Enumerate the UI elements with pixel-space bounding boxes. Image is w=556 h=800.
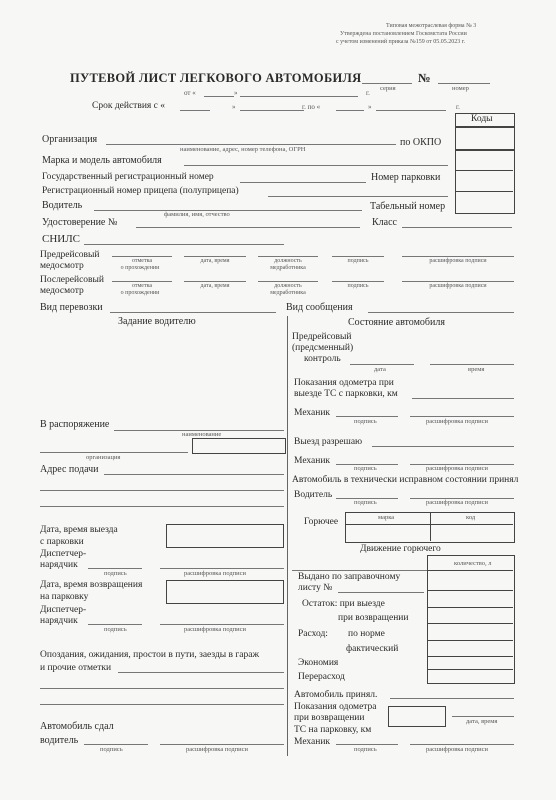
validity-from-month[interactable] (240, 110, 304, 111)
mechanic3-decode-hint: расшифровка подписи (426, 746, 489, 753)
delays-label-2: и прочие отметки (40, 663, 112, 673)
pre-med-datetime-hint: дата, время (200, 258, 230, 264)
odo-back-box[interactable] (388, 706, 446, 727)
series-field[interactable] (362, 83, 412, 84)
disposal-code-box[interactable] (192, 438, 286, 454)
validity-year-suffix: г. (456, 103, 460, 111)
fuel-table-header-line (345, 524, 513, 525)
fuel-label: Горючее (304, 517, 339, 527)
odo-back-label-2: при возвращении (294, 713, 365, 723)
post-med-sign[interactable] (332, 281, 384, 282)
code-divider-1 (455, 170, 513, 171)
dispatcher2-decode-hint: расшифровка подписи (184, 626, 247, 633)
post-med-sign-hint: подпись (347, 283, 369, 289)
issued-label-1: Выдано по заправочному (298, 572, 401, 582)
from-year-suffix: г. (366, 89, 370, 97)
dispatcher-sign-hint: подпись (104, 570, 127, 577)
form-amendment-line: с учетом изменений приказа №159 от 05.05.2023 г. (336, 39, 466, 45)
qty-row-line-3 (427, 607, 513, 608)
class-label: Класс (372, 217, 397, 228)
mechanic-label-3: Механик (294, 737, 331, 747)
exit-allowed-label: Выезд разрешаю (294, 437, 363, 447)
qty-row-line-2 (427, 590, 513, 591)
pre-med-label-1: Предрейсовый (40, 250, 100, 260)
series-label: серия (380, 85, 396, 92)
dispatcher-label-1: Диспетчер- (40, 549, 87, 559)
transport-type-label: Вид перевозки (40, 302, 103, 313)
rest-out-label: Остаток: при выезде (302, 599, 385, 609)
make-model-field[interactable] (184, 165, 448, 166)
qty-row-line-4 (427, 623, 513, 624)
mechanic1-decode-hint: расшифровка подписи (426, 418, 489, 425)
pre-med-position[interactable] (258, 256, 318, 257)
pre-med-mark[interactable] (112, 256, 172, 257)
mechanic1-decode[interactable] (410, 416, 514, 417)
accepted-ok-label: Автомобиль в технически исправном состоянии принял (292, 475, 519, 485)
pre-med-mark-hint-2: о прохождении (120, 265, 160, 271)
post-med-label-1: Послерейсовый (40, 275, 104, 285)
pre-med-position-hint: должность (274, 258, 302, 264)
post-med-label-2: медосмотр (40, 286, 84, 296)
mechanic2-decode-hint: расшифровка подписи (426, 465, 489, 472)
from-day-field[interactable] (204, 96, 234, 97)
post-med-mark-hint-2: о прохождении (120, 290, 160, 296)
mechanic1-sign[interactable] (336, 416, 398, 417)
pre-med-decode[interactable] (402, 256, 514, 257)
trailer-reg-field[interactable] (268, 196, 448, 197)
address-field-2[interactable] (40, 490, 284, 491)
overuse-label: Перерасход (298, 672, 345, 682)
handed-sign-hint: подпись (100, 746, 123, 753)
consumption-label: Расход: (298, 629, 328, 639)
dispatcher-label-2: нарядчик (40, 560, 78, 570)
delays-field-2[interactable] (40, 688, 284, 689)
pretrip-label-1: Предрейсовый (292, 332, 352, 342)
mechanic2-sign-hint: подпись (354, 465, 377, 472)
codes-label: Коды (471, 114, 493, 124)
from-label: от « (184, 89, 196, 97)
pre-med-sign-hint: подпись (347, 258, 369, 264)
validity-to-day[interactable] (336, 110, 364, 111)
state-reg-field[interactable] (240, 182, 366, 183)
by-norm-label: по норме (348, 629, 385, 639)
handed-driver-sign[interactable] (84, 744, 148, 745)
trailer-reg-label: Регистрационный номер прицепа (полуприцепа) (42, 186, 239, 196)
odo-back-datetime-field[interactable] (452, 716, 514, 717)
odo-out-field[interactable] (412, 398, 514, 399)
return-datetime-label-2: на парковку (40, 592, 89, 602)
mechanic3-sign-hint: подпись (354, 746, 377, 753)
odo-out-label-1: Показания одометра при (294, 378, 394, 388)
dispatcher2-sign-field[interactable] (88, 624, 142, 625)
fuel-left-top-line (292, 570, 427, 571)
class-field[interactable] (402, 227, 512, 228)
okpo-label: по ОКПО (400, 137, 442, 148)
actual-label: фактический (346, 644, 399, 654)
from-month-field[interactable] (240, 96, 358, 97)
delays-label-1: Опоздания, ожидания, простои в пути, заезды в гараж (40, 650, 260, 660)
handed-decode-hint: расшифровка подписи (186, 746, 249, 753)
column-divider (287, 316, 288, 756)
validity-to-month[interactable] (376, 110, 446, 111)
disposal-name-hint: наименование (182, 431, 222, 438)
license-label: Удостоверение № (42, 217, 118, 228)
depart-datetime-label-2: с парковки (40, 537, 84, 547)
disposal-org-hint: организация (86, 454, 121, 461)
disposal-field-2[interactable] (40, 452, 188, 453)
form-approval-line: Утверждена постановлением Госкомстата России (340, 31, 467, 37)
dispatcher-decode-hint: расшифровка подписи (184, 570, 247, 577)
fuel-brand-hint: марка (378, 514, 395, 521)
park-number-label: Номер парковки (371, 172, 441, 183)
organization-hint: наименование, адрес, номер телефона, ОГРН (180, 146, 306, 153)
car-accepted-label: Автомобиль принял. (294, 690, 378, 700)
pretrip-date-hint: дата (374, 366, 386, 373)
message-type-label: Вид сообщения (286, 302, 353, 313)
post-med-decode[interactable] (402, 281, 514, 282)
pretrip-label-2: (предсменный) (292, 343, 354, 353)
qty-row-line-7 (427, 669, 513, 670)
code-divider-2 (455, 191, 513, 192)
fuel-table-divider (430, 512, 431, 541)
validity-to-close-quote: » (368, 103, 372, 111)
pre-med-label-2: медосмотр (40, 261, 84, 271)
address-label: Адрес подачи (40, 464, 99, 475)
fuel-qty-header: количество, л (454, 560, 492, 567)
make-model-label: Марка и модель автомобиля (42, 155, 162, 166)
return-datetime-label-1: Дата, время возвращения (40, 580, 143, 590)
dispatcher2-decode-field[interactable] (160, 624, 284, 625)
pretrip-date-field[interactable] (350, 364, 414, 365)
license-field[interactable] (136, 227, 360, 228)
driver-hint: фамилия, имя, отчество (164, 211, 230, 218)
mechanic-label-1: Механик (294, 408, 331, 418)
qty-row-line-6 (427, 656, 513, 657)
handed-driver-label: водитель (40, 735, 79, 746)
number-sign: № (418, 71, 431, 85)
post-med-position[interactable] (258, 281, 318, 282)
organization-field[interactable] (106, 144, 396, 145)
depart-datetime-box[interactable] (166, 524, 284, 548)
delays-field[interactable] (118, 672, 284, 673)
post-med-datetime-hint: дата, время (200, 283, 230, 289)
snils-label: СНИЛС (42, 233, 81, 245)
dispatcher2-label-2: нарядчик (40, 616, 78, 626)
exit-allowed-field[interactable] (372, 446, 514, 447)
qty-row-line-1 (427, 570, 513, 571)
dispatcher-decode-field[interactable] (160, 568, 284, 569)
post-med-position-hint-2: медработника (270, 290, 306, 296)
pretrip-label-3: контроль (304, 354, 341, 364)
fuel-code-hint: код (466, 514, 476, 521)
pre-med-datetime[interactable] (184, 256, 246, 257)
pre-med-mark-hint: отметка (131, 258, 153, 264)
right-driver-label: Водитель (294, 490, 333, 500)
number-field[interactable] (438, 83, 490, 84)
fuel-qty-table (427, 555, 515, 684)
odo-back-label-1: Показания одометра (294, 702, 377, 712)
fuel-move-title: Движение горючего (360, 544, 441, 554)
organization-label: Организация (42, 134, 98, 145)
page-title: ПУТЕВОЙ ЛИСТ ЛЕГКОВОГО АВТОМОБИЛЯ (70, 71, 362, 85)
from-close-quote: » (234, 89, 238, 97)
transport-type-field[interactable] (110, 312, 276, 313)
odo-out-label-2: выезде ТС с парковки, км (294, 389, 398, 399)
post-med-mark-hint: отметка (131, 283, 153, 289)
mechanic3-sign[interactable] (336, 744, 398, 745)
pretrip-time-field[interactable] (430, 364, 514, 365)
rest-back-label: при возвращении (338, 613, 409, 623)
driver-label: Водитель (42, 200, 83, 211)
pre-med-sign[interactable] (332, 256, 384, 257)
car-accepted-field[interactable] (390, 698, 514, 699)
address-field-3[interactable] (40, 506, 284, 507)
odo-back-label-3: ТС на парковку, км (294, 725, 372, 735)
issued-label-2: листу № (298, 583, 333, 593)
state-reg-label: Государственный регистрационный номер (42, 172, 214, 182)
okpo-code-box[interactable] (455, 126, 515, 150)
task-section-title: Задание водителю (118, 316, 196, 327)
validity-label: Срок действия с « (92, 101, 165, 111)
odo-back-datetime-hint: дата, время (466, 718, 498, 725)
dispatcher-sign-field[interactable] (88, 568, 142, 569)
validity-to-label: г. по « (302, 103, 321, 111)
return-datetime-box[interactable] (166, 580, 284, 604)
dispatcher2-label-1: Диспетчер- (40, 605, 87, 615)
post-med-decode-hint: расшифровка подписи (429, 283, 487, 289)
mechanic1-sign-hint: подпись (354, 418, 377, 425)
issued-number-field[interactable] (338, 592, 424, 593)
pretrip-time-hint: время (468, 366, 485, 373)
economy-label: Экономия (298, 658, 339, 668)
delays-field-3[interactable] (40, 704, 284, 705)
personnel-number-label: Табельный номер (370, 201, 446, 212)
post-med-position-hint: должность (274, 283, 302, 289)
pre-med-decode-hint: расшифровка подписи (429, 258, 487, 264)
post-med-datetime[interactable] (184, 281, 246, 282)
car-handed-label: Автомобиль сдал (40, 721, 114, 732)
message-type-field[interactable] (368, 312, 514, 313)
validity-close-quote: » (232, 103, 236, 111)
mechanic-label-2: Механик (294, 456, 331, 466)
dispatcher2-sign-hint: подпись (104, 626, 127, 633)
post-med-mark[interactable] (112, 281, 172, 282)
right-driver-sign-hint: подпись (354, 499, 377, 506)
validity-from-day[interactable] (180, 110, 210, 111)
snils-field[interactable] (84, 244, 284, 245)
right-driver-decode-hint: расшифровка подписи (426, 499, 489, 506)
handed-driver-decode[interactable] (160, 744, 284, 745)
mechanic3-decode[interactable] (410, 744, 514, 745)
park-tabel-code-box[interactable] (455, 150, 515, 214)
address-field[interactable] (104, 474, 284, 475)
state-section-title: Состояние автомобиля (348, 317, 445, 328)
depart-datetime-label-1: Дата, время выезда (40, 525, 118, 535)
form-type-line: Типовая межотраслевая форма № 3 (386, 23, 477, 29)
pre-med-position-hint-2: медработника (270, 265, 306, 271)
disposal-label: В распоряжение (40, 419, 110, 430)
qty-row-line-5 (427, 640, 513, 641)
number-label: номер (452, 85, 469, 92)
